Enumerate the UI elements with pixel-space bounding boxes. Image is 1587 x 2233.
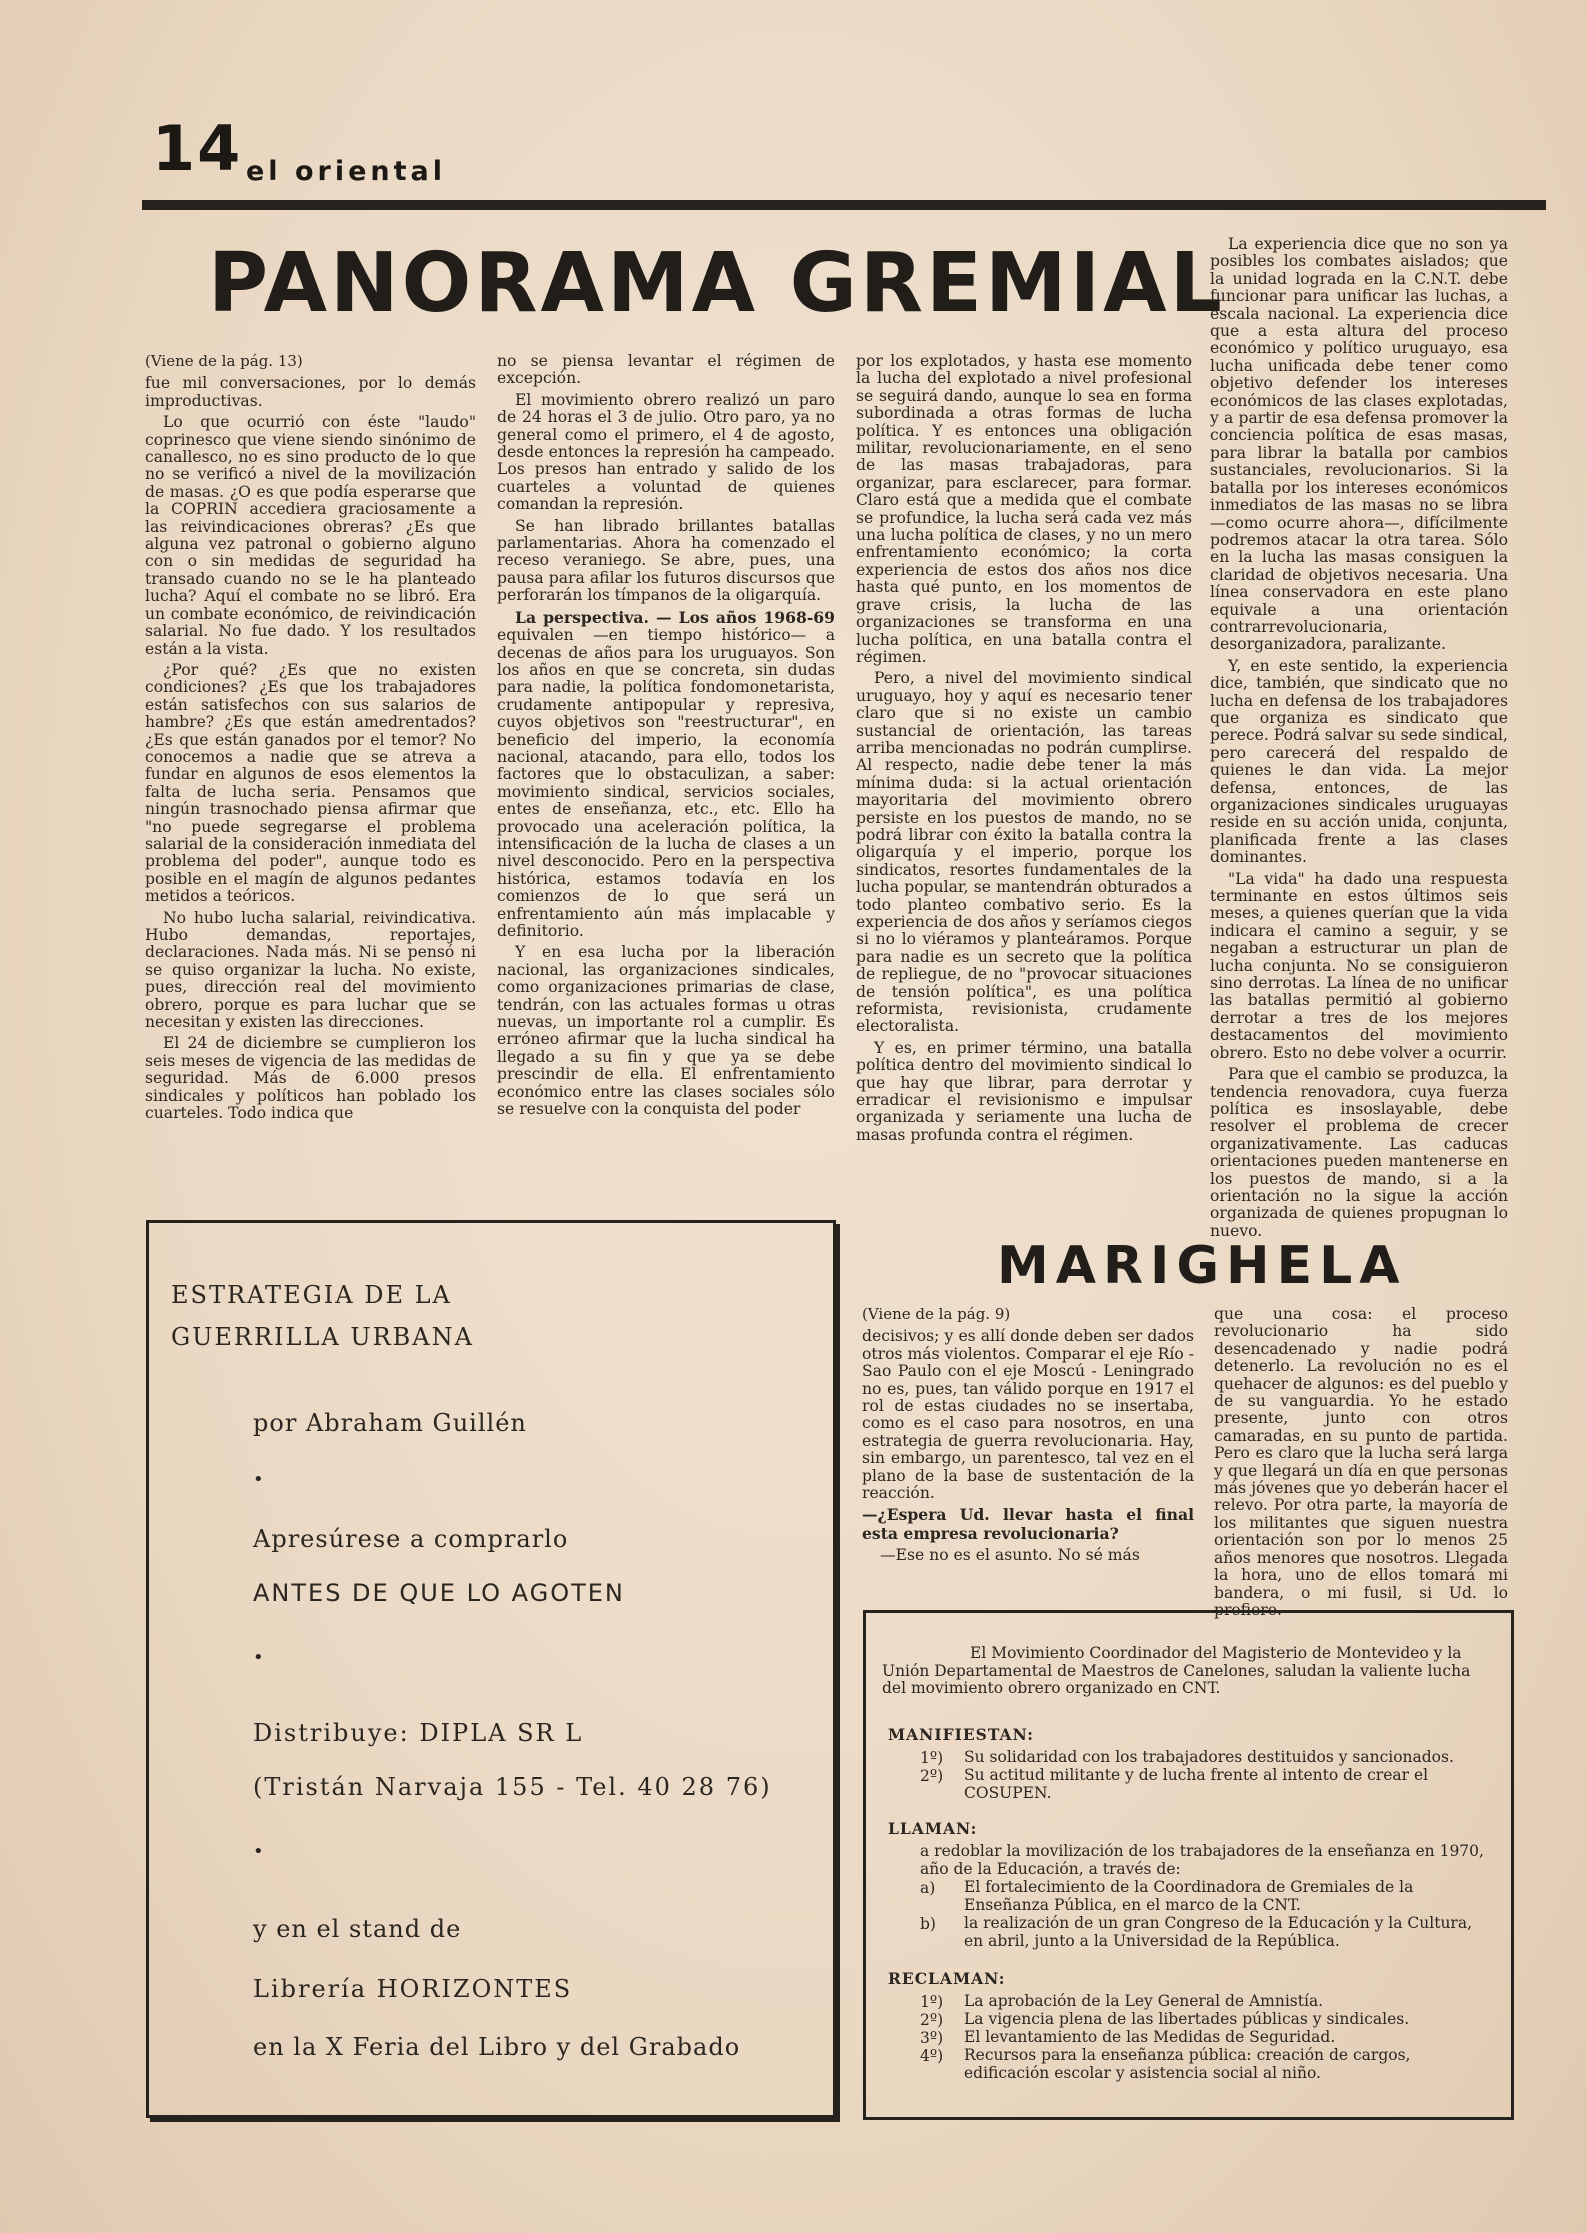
article1-column-2 <box>497 353 835 1122</box>
ad-bullet: • <box>253 1841 264 1862</box>
ad-bookstore: Librería HORIZONTES <box>253 1975 573 2003</box>
page-number: 14 <box>152 112 243 185</box>
paragraph: fue mil conversaciones, por lo demás improductivas. <box>145 374 476 410</box>
article-title-panorama: PANORAMA GREMIAL <box>208 236 1225 331</box>
item-letter: b) <box>920 1915 936 1933</box>
interview-answer: —Ese no es el asunto. No sé más <box>880 1546 1140 1565</box>
newspaper-name: el oriental <box>246 156 447 187</box>
paragraph: no se piensa levantar el régimen de excepción. <box>497 352 835 388</box>
article2-column-2 <box>1214 1306 1508 1623</box>
paragraph: El 24 de diciembre se cumplieron los seis meses de vigencia de las medidas de seguridad. Más de 6.000 presos sindicales y políticos han poblado los cuarteles. Todo indica que <box>145 1034 476 1123</box>
paragraph: ¿Por qué? ¿Es que no existen condiciones? ¿Es que los trabajadores están satisfechos con sus salarios de hambre? ¿Es que están amedrentados? ¿Es que están ganados por el temor? No conocemos a nadie que se atreva a fundar en algunos de esos elementos la falta de lucha seria. Pensamos que ningún trasnochado piensa afirmar que "no puede segregarse el problema salarial de la consideración inmediata del problema del poder", aunque todo es posible en el magín de algunos pedantes metidos a teóricos. <box>145 660 476 906</box>
declaration-paragraph: a redoblar la movilización de los trabajadores de la enseñanza en 1970, año de la Educación, a través de: <box>920 1842 1484 1878</box>
ad-fair: en la X Feria del Libro y del Grabado <box>253 2033 741 2061</box>
paragraph: decisivos; y es allí donde deben ser dados otros más violentos. Comparar el eje Río - Sao Paulo con el eje Moscú - Leningrado no es, pues, tan válido porque en 1917 el rol de estas ciudades no se insertaba, como es el caso para nosotros, en una estrategia de guerra revolucionaria. Hay, sin embargo, un parentesco, tal vez en el plano de la base de sustentación de la reacción. <box>862 1327 1194 1503</box>
paragraph: Se han librado brillantes batallas parlamentarias. Ahora ha comenzado el receso veraniego. Se abre, pues, una pausa para afilar los futuros discursos que perforarán los tímpanos de la oligarquía. <box>497 516 835 605</box>
paragraph: "La vida" ha dado una respuesta terminante en estos últimos seis meses, a quienes querían que la vida indicara el camino a seguir, y se negaban a estructurar un plan de lucha conjunta. No se consiguieron sino derrotas. La línea de no unificar las batallas permitió al gobierno derrotar a tres de los mejores destacamentos del movimiento obrero. Esto no debe volver a ocurrir. <box>1210 869 1508 1062</box>
section-heading: La perspectiva. — Los años 1968-69 <box>515 607 835 627</box>
item-number: 1º) <box>920 1749 944 1767</box>
item-number: 1º) <box>920 1993 944 2011</box>
declaration-item: El levantamiento de las Medidas de Seguridad. <box>964 2028 1336 2046</box>
ad-address: (Tristán Narvaja 155 - Tel. 40 28 76) <box>253 1773 772 1801</box>
ad-book-title-line-2: GUERRILLA URBANA <box>171 1323 474 1351</box>
ad-stand: y en el stand de <box>253 1915 462 1943</box>
item-number: 4º) <box>920 2047 944 2065</box>
declaration-heading-llaman: LLAMAN: <box>888 1819 978 1838</box>
article-title-marighela: MARIGHELA <box>997 1236 1407 1296</box>
continuation-note: (Viene de la pág. 13) <box>145 352 303 370</box>
declaration-item: La aprobación de la Ley General de Amnistía. <box>964 1992 1324 2010</box>
header-rule <box>142 200 1546 210</box>
paragraph: Y, en este sentido, la experiencia dice, también, que sindicato que no lucha en defensa de los trabajadores que organiza es sindicato que perece. Podrá salvar su sede sindical, pero carecerá del respaldo de quienes le dan vida. La mejor defensa, entonces, de las organizaciones sindicales uruguayas reside en su acción unida, conjunta, planificada frente a las clases dominantes. <box>1210 656 1508 867</box>
item-number: 2º) <box>920 1767 944 1785</box>
article1-column-1 <box>145 353 476 1126</box>
declaration-item: Recursos para la enseñanza pública: creación de cargos, edificación escolar y asistencia social al niño. <box>964 2046 1411 2082</box>
paragraph: Pero, a nivel del movimiento sindical uruguayo, hoy y aquí es necesario tener claro que si no existe un cambio sustancial de orientación, las tareas arriba mencionadas no podrán cumplirse. Al respecto, nadie debe tener la más mínima duda: si la actual orientación mayoritaria del movimiento obrero persiste en los puestos de mando, no se podrá librar con éxito la batalla contra la oligarquía y el imperio, porque los sindicatos, resortes fundamentales de la lucha popular, se mantendrán obturados a todo planteo combativo serio. Es la experiencia de dos años y seríamos ciegos si no lo viéramos y planteáramos. Porque para nadie es un secreto que la política de repliegue, de no "provocar situaciones de tensión política", es una política reformista, revisionista, crudamente electoralista. <box>856 669 1192 1036</box>
paragraph: Lo que ocurrió con éste "laudo" coprinesco que viene siendo sinónimo de canallesco, no es sino producto de lo que no se verificó a nivel de la movilización de masas. ¿O es que podía esperarse que la COPRIN accediera graciosamente a las reivindicaciones obreras? ¿Es que alguna vez patronal o gobierno alguno con o sin medidas de seguridad ha transado cuando no se le ha planteado lucha? Aquí el combate no se libró. Era un combate económico, de reivindicación salarial. No fue dado. Y los resultados están a la vista. <box>145 413 476 658</box>
declaration-heading-reclaman: RECLAMAN: <box>888 1969 1006 1988</box>
paragraph: La experiencia dice que no son ya posibles los combates aislados; que la unidad lograda en la C.N.T. debe funcionar para unificar las luchas, a escala nacional. La experiencia dice que a esta altura del proceso económico y político uruguayo, esa lucha unificada debe tener como objetivo defender los intereses económicos de las clases explotadas, y a partir de esa defensa promover la conciencia política de esas masas, para librar la batalla por cambios sustanciales, revolucionarios. Si la batalla por los intereses económicos inmediatos de las masas no se libra —como ocurre ahora—, difícilmente podremos atacar la otra tarea. Sólo en la lucha las masas consiguen la claridad de objetivos necesaria. Una línea conservadora en este plano equivale a una orientación contrarrevolucionaria, desorganizadora, paralizante. <box>1210 235 1508 654</box>
ad-distributor: Distribuye: DIPLA SR L <box>253 1719 584 1747</box>
declaration-item: La vigencia plena de las libertades públicas y sindicales. <box>964 2010 1410 2028</box>
ad-bullet: • <box>253 1647 264 1668</box>
item-letter: a) <box>920 1879 936 1897</box>
ad-bullet: • <box>253 1469 264 1490</box>
paragraph: El movimiento obrero realizó un paro de 24 horas el 3 de julio. Otro paro, ya no general como el primero, el 4 de agosto, desde entonces la represión ha campeado. Los presos han entrado y salido de los cuarteles a voluntad de quienes comandan la represión. <box>497 390 835 514</box>
declaration-heading-manifiestan: MANIFIESTAN: <box>888 1725 1034 1744</box>
paragraph: que una cosa: el proceso revolucionario ha sido desencadenado y nadie podrá detenerlo. La revolución no es el quehacer de algunos: es del pueblo y de su vanguardia. Yo he estado presente, junto con otros camaradas, en su punto de partida. Pero es claro que la lucha será larga y que llegará un día en que personas más jóvenes que yo deberán hacer el relevo. Por otra parte, la mayoría de los militantes que siguen nuestra orientación son por lo menos 25 años menores que nosotros. Llegada la hora, uno de ellos tomará mi bandera, o mi fusil, si Ud. lo prefiere. <box>1214 1305 1508 1619</box>
paragraph: Y es, en primer término, una batalla política dentro del movimiento sindical lo que hay que librar, para derrotar y erradicar el revisionismo e impulsar organizada y seriamente una lucha de masas profunda contra el régimen. <box>856 1038 1192 1144</box>
paragraph: equivalen —en tiempo histórico— a decenas de años para los uruguayos. Son los años en que se concreta, sin dudas para nadie, la política fondomonetarista, crudamente antipopular y represiva, cuyos objetivos son "reestructurar", en beneficio del imperio, la economía nacional, atacando, para ello, todos los factores que lo obstaculizan, a saber: movimiento sindical, servicios sociales, entes de enseñanza, etc., etc. Ello ha provocado una aceleración política, la intensificación de la lucha de clases a un nivel desconocido. Pero en la perspectiva histórica, estamos todavía en los comienzos de lo que será un enfrentamiento aún más implacable y definitorio. <box>497 626 835 940</box>
teachers-declaration-box <box>863 1610 1514 2120</box>
paragraph: Para que el cambio se produzca, la tendencia renovadora, cuya fuerza política es insoslayable, debe resolver el problema de crecer organizativamente. Las caducas orientaciones pueden mantenerse en los puestos de mando, si a la orientación no la sigue la acción organizada de quienes propugnan lo nuevo. <box>1210 1065 1508 1240</box>
article2-column-1 <box>862 1306 1194 1569</box>
ad-book-title-line-1: ESTRATEGIA DE LA <box>171 1281 452 1309</box>
declaration-item: la realización de un gran Congreso de la Educación y la Cultura, en abril, junto a la Universidad de la República. <box>964 1914 1473 1950</box>
declaration-item: Su actitud militante y de lucha frente al intento de crear el COSUPEN. <box>964 1766 1429 1802</box>
item-number: 2º) <box>920 2011 944 2029</box>
declaration-item: Su solidaridad con los trabajadores destituidos y sancionados. <box>964 1748 1454 1766</box>
book-advertisement <box>146 1220 836 2118</box>
article1-column-4 <box>1210 236 1508 1244</box>
paragraph: Y en esa lucha por la liberación nacional, las organizaciones sindicales, como organizaciones primarias de clase, tendrán, con las actuales formas u otras nuevas, un importante rol a cumplir. Es erróneo afirmar que la lucha sindical ha llegado a su fin y que ya se debe prescindir de ella. El enfrentamiento económico entre las clases sociales sólo se resuelve con la conquista del poder <box>497 943 835 1119</box>
ad-call-to-action: Apresúrese a comprarlo <box>253 1525 569 1553</box>
declaration-intro: El Movimiento Coordinador del Magisterio de Montevideo y la Unión Departamental de Maestros de Canelones, saludan la valiente lucha del movimiento obrero organizado en CNT. <box>882 1644 1471 1698</box>
ad-urgency: ANTES DE QUE LO AGOTEN <box>253 1579 625 1607</box>
declaration-item: El fortalecimiento de la Coordinadora de Gremiales de la Enseñanza Pública, en el marco de la CNT. <box>964 1878 1414 1914</box>
item-number: 3º) <box>920 2029 944 2047</box>
interview-question: —¿Espera Ud. llevar hasta el final esta empresa revolucionaria? <box>862 1505 1194 1543</box>
article1-column-3 <box>856 353 1192 1148</box>
paragraph: No hubo lucha salarial, reivindicativa. Hubo demandas, reportajes, declaraciones. Nada más. Ni se pensó ni se quiso organizar la lucha. No existe, pues, dirección real del movimiento obrero, porque es para luchar que se necesitan y existen las direcciones. <box>145 908 476 1032</box>
ad-author: por Abraham Guillén <box>253 1409 527 1437</box>
continuation-note: (Viene de la pág. 9) <box>862 1305 1011 1323</box>
paragraph: por los explotados, y hasta ese momento la lucha del explotado a nivel profesional se seguirá dando, aunque lo sea en forma subordinada a otras formas de lucha política. Y es entonces una obligación militar, revolucionariamente, en el seno de las masas trabajadoras, para organizar, para esclarecer, para formar. Claro está que a medida que el combate se profundice, la lucha será cada vez más una lucha política de clases, y no un mero enfrentamiento económico; la corta experiencia de estos dos años nos dice hasta qué punto, en los momentos de grave crisis, la lucha de las organizaciones se transforma en una lucha política, en una batalla contra el régimen. <box>856 352 1192 666</box>
